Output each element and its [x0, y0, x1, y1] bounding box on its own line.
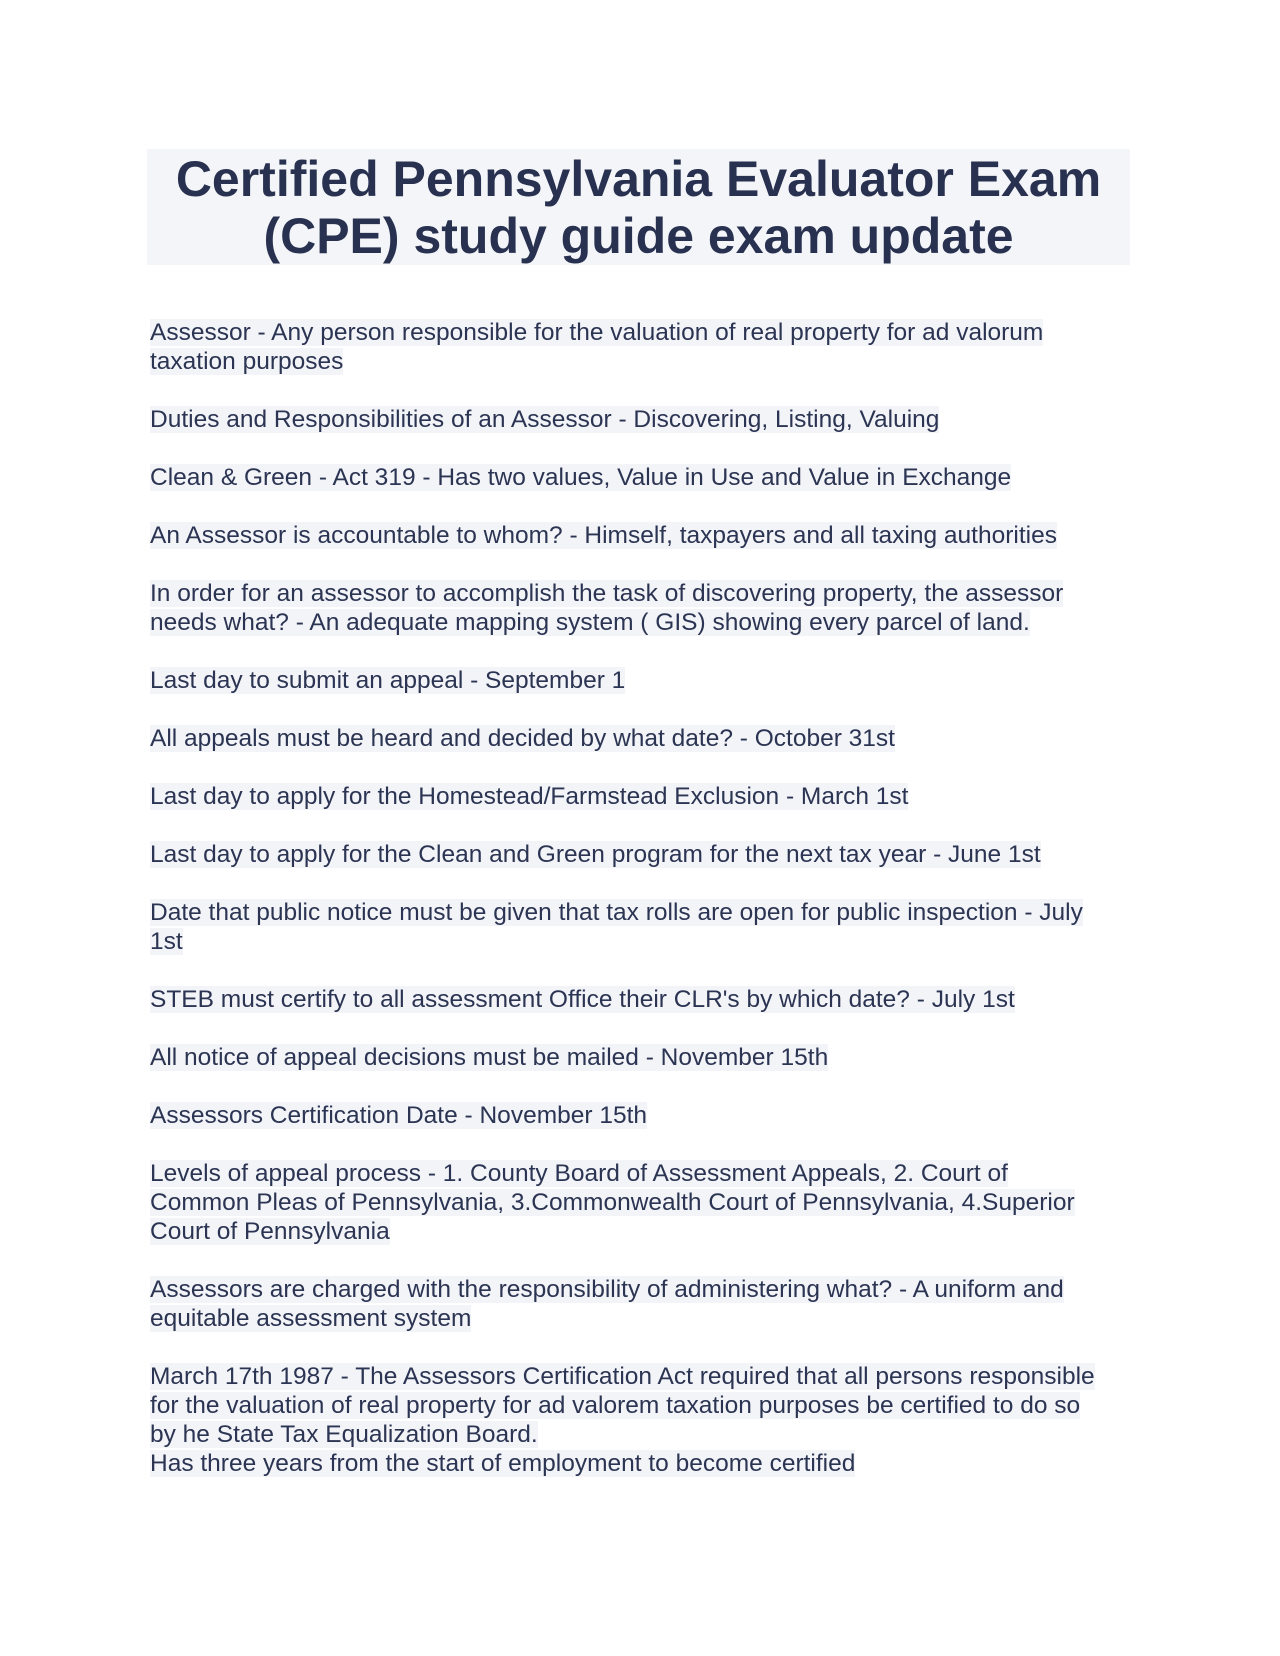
entry-line	[150, 898, 1130, 927]
entry-line	[150, 347, 1130, 376]
study-entry	[150, 463, 1130, 492]
entry-text: Date that public notice must be given that tax rolls are open for public inspection - July	[150, 899, 1083, 926]
entry-line	[150, 985, 1130, 1014]
entry-line	[150, 1217, 1130, 1246]
entry-text: equitable assessment system	[150, 1305, 472, 1332]
study-entry	[150, 1101, 1130, 1130]
entry-text: All notice of appeal decisions must be mailed - November 15th	[150, 1044, 829, 1071]
entry-line	[150, 1159, 1130, 1188]
title-line-2: (CPE) study guide exam update	[263, 208, 1014, 264]
entry-line	[150, 579, 1130, 608]
entry-text: taxation purposes	[150, 348, 344, 375]
entry-line	[150, 318, 1130, 347]
document-title	[147, 151, 1130, 265]
entry-text: Common Pleas of Pennsylvania, 3.Commonwealth Court of Pennsylvania, 4.Superior	[150, 1189, 1075, 1216]
entry-text: Assessors Certification Date - November 15th	[150, 1102, 647, 1129]
study-entry	[150, 579, 1130, 637]
entry-line	[150, 1304, 1130, 1333]
entry-line	[150, 724, 1130, 753]
title-banner	[147, 149, 1130, 265]
study-entry	[150, 840, 1130, 869]
study-entry	[150, 521, 1130, 550]
entry-line	[150, 782, 1130, 811]
entry-line	[150, 927, 1130, 956]
study-entry	[150, 985, 1130, 1014]
entry-text: March 17th 1987 - The Assessors Certification Act required that all persons responsible	[150, 1363, 1095, 1390]
study-entry	[150, 405, 1130, 434]
study-guide-entries	[150, 318, 1130, 1507]
entry-text: by he State Tax Equalization Board.	[150, 1421, 538, 1448]
entry-line	[150, 840, 1130, 869]
entry-line	[150, 405, 1130, 434]
entry-text: Assessors are charged with the responsibility of administering what? - A uniform and	[150, 1276, 1064, 1303]
entry-text: Last day to submit an appeal - September 1	[150, 667, 626, 694]
entry-text: for the valuation of real property for ad valorem taxation purposes be certified to do so	[150, 1392, 1081, 1419]
entry-text: Court of Pennsylvania	[150, 1218, 390, 1245]
study-entry	[150, 1159, 1130, 1246]
study-entry	[150, 898, 1130, 956]
study-entry	[150, 318, 1130, 376]
study-entry	[150, 1043, 1130, 1072]
entry-line	[150, 463, 1130, 492]
study-entry	[150, 724, 1130, 753]
entry-text: An Assessor is accountable to whom? - Himself, taxpayers and all taxing authorities	[150, 522, 1057, 549]
entry-line	[150, 666, 1130, 695]
entry-text: Duties and Responsibilities of an Assessor - Discovering, Listing, Valuing	[150, 406, 940, 433]
entry-line	[150, 521, 1130, 550]
entry-line	[150, 1362, 1130, 1391]
entry-text: All appeals must be heard and decided by what date? - October 31st	[150, 725, 895, 752]
entry-line	[150, 1275, 1130, 1304]
entry-line	[150, 1449, 1130, 1478]
entry-text: Levels of appeal process - 1. County Board of Assessment Appeals, 2. Court of	[150, 1160, 1008, 1187]
entry-text: 1st	[150, 928, 183, 955]
entry-line	[150, 1043, 1130, 1072]
title-line-1: Certified Pennsylvania Evaluator Exam	[175, 151, 1102, 207]
entry-text: Clean & Green - Act 319 - Has two values, Value in Use and Value in Exchange	[150, 464, 1012, 491]
entry-text: Last day to apply for the Homestead/Farmstead Exclusion - March 1st	[150, 783, 909, 810]
entry-line	[150, 1188, 1130, 1217]
entry-text: Has three years from the start of employment to become certified	[150, 1450, 856, 1477]
entry-line	[150, 1420, 1130, 1449]
entry-text: needs what? - An adequate mapping system ( GIS) showing every parcel of land.	[150, 609, 1030, 636]
study-entry	[150, 1275, 1130, 1333]
entry-text: Assessor - Any person responsible for the valuation of real property for ad valorum	[150, 319, 1044, 346]
study-entry	[150, 782, 1130, 811]
entry-text: STEB must certify to all assessment Office their CLR's by which date? - July 1st	[150, 986, 1015, 1013]
study-entry	[150, 666, 1130, 695]
entry-text: In order for an assessor to accomplish the task of discovering property, the assessor	[150, 580, 1064, 607]
entry-text: Last day to apply for the Clean and Green program for the next tax year - June 1st	[150, 841, 1041, 868]
study-entry	[150, 1362, 1130, 1478]
entry-line	[150, 1101, 1130, 1130]
entry-line	[150, 608, 1130, 637]
entry-line	[150, 1391, 1130, 1420]
